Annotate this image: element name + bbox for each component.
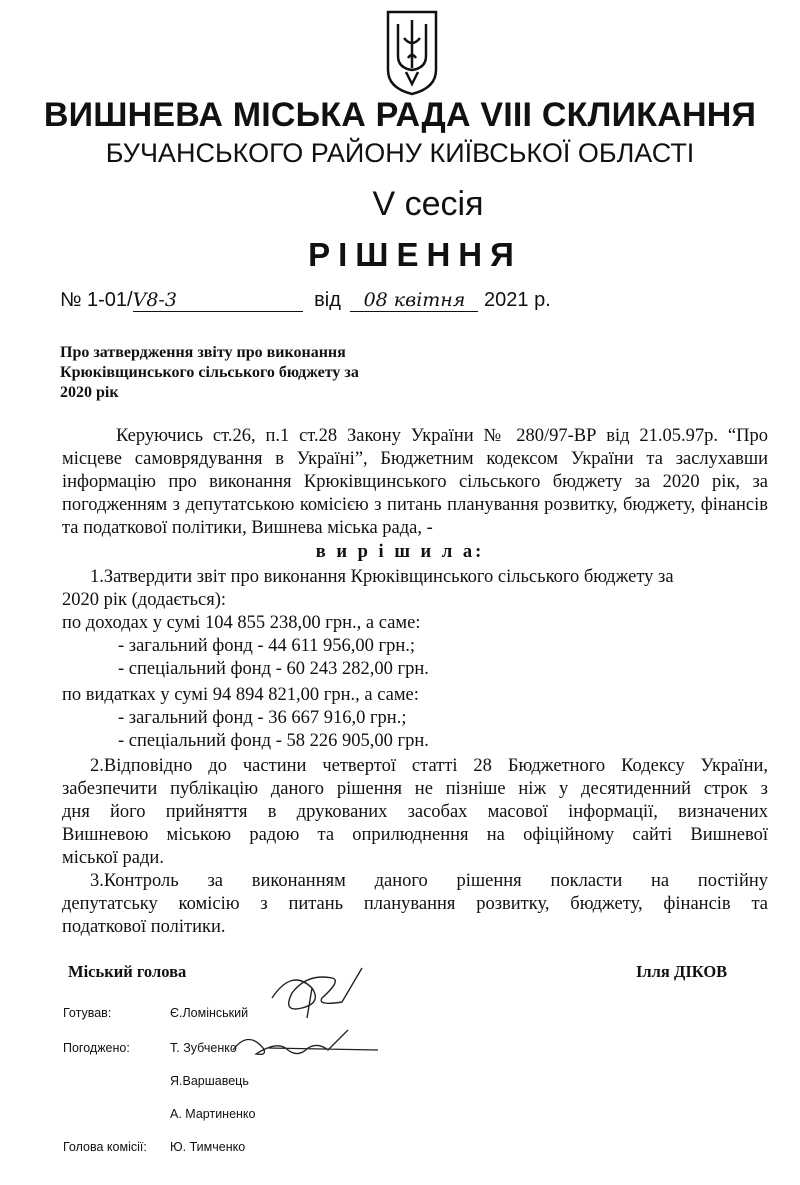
session-label: V сесія bbox=[372, 185, 484, 223]
item-1-line: 2020 рік (додається): bbox=[62, 590, 227, 610]
decision-year: 2021 р. bbox=[484, 289, 551, 311]
prepared-name: Є.Ломінський bbox=[170, 1006, 249, 1020]
subject-line: 2020 рік bbox=[60, 384, 119, 401]
income-total: по доходах у сумі 104 855 238,00 грн., а саме: bbox=[62, 613, 421, 633]
agreed-signature-icon bbox=[228, 1020, 388, 1070]
trident-emblem-icon bbox=[384, 8, 440, 96]
decision-subject bbox=[60, 343, 420, 403]
decision-date-handwritten: 08 квітня bbox=[350, 289, 478, 312]
mayor-label: Міський голова bbox=[68, 962, 187, 981]
resolved-heading: в и р і ш и л а: bbox=[315, 542, 485, 562]
item-3-line: податкової політики. bbox=[62, 917, 226, 937]
council-title: ВИШНЕВА МІСЬКА РАДА VIII СКЛИКАННЯ bbox=[43, 96, 757, 134]
mayor-name: Ілля ДІКОВ bbox=[636, 962, 728, 981]
subject-line: Про затвердження звіту про виконання bbox=[60, 344, 346, 361]
agreed-name: Я.Варшавець bbox=[170, 1074, 249, 1088]
preamble-paragraph: Керуючись ст.26, п.1 ст.28 Закону України № 280/97-ВР від 21.05.97р. “Про місцеве самоврядування в Україні”, Бюджетним кодексом України та заслухавши інформацію про виконання Крюківщинського сільського бюджету за 2020 рік, за погодженням з депутатською комісією з питань планування розвитку, бюджету, фінансів та податкової політики, Вишнева міська рада, - bbox=[62, 426, 768, 538]
council-district: БУЧАНСЬКОГО РАЙОНУ КИЇВСЬКОЇ ОБЛАСТІ bbox=[105, 138, 695, 168]
item-2-line: дня його прийняття в друкованих засобах масової інформації, визначених bbox=[62, 802, 768, 822]
decision-number-line bbox=[60, 289, 760, 319]
income-general-fund: - загальний фонд - 44 611 956,00 грн.; bbox=[118, 636, 416, 656]
agreed-name: Т. Зубченко bbox=[170, 1041, 237, 1055]
item-2-line: міської ради. bbox=[62, 848, 164, 868]
decision-number-handwritten: V8-3 bbox=[133, 289, 303, 312]
subject-line: Крюківщинського сільського бюджету за bbox=[60, 364, 359, 381]
agreed-name: А. Мартиненко bbox=[170, 1107, 256, 1121]
item-3-line: 3.Контроль за виконанням даного рішення покласти на постійну bbox=[90, 871, 768, 891]
income-special-fund: - спеціальний фонд - 60 243 282,00 грн. bbox=[118, 659, 429, 679]
date-from-label: від bbox=[314, 289, 341, 311]
decision-title: РІШЕННЯ bbox=[308, 236, 522, 273]
commission-label: Голова комісії: bbox=[63, 1140, 147, 1154]
item-2-line: 2.Відповідно до частини четвертої статті 28 Бюджетного Кодексу України, bbox=[90, 756, 768, 776]
expense-general-fund: - загальний фонд - 36 667 916,0 грн.; bbox=[118, 708, 407, 728]
prepared-label: Готував: bbox=[63, 1006, 112, 1020]
commission-name: Ю. Тимченко bbox=[170, 1140, 246, 1154]
item-3-line: депутатську комісію з питань планування розвитку, бюджету, фінансів та bbox=[62, 894, 768, 914]
item-2-line: Вишневою міською радою та оприлюднення на офіційному сайті Вишневої bbox=[62, 825, 768, 845]
number-prefix: № 1-01/ bbox=[60, 289, 133, 311]
agreed-label: Погоджено: bbox=[63, 1041, 130, 1055]
item-1-line: 1.Затвердити звіт про виконання Крюківщинського сільського бюджету за bbox=[90, 567, 674, 587]
expense-special-fund: - спеціальний фонд - 58 226 905,00 грн. bbox=[118, 731, 429, 751]
expense-total: по видатках у сумі 94 894 821,00 грн., а саме: bbox=[62, 685, 419, 705]
item-2-line: забезпечити публікацію даного рішення не пізніше ніж у десятиденний строк з bbox=[62, 779, 768, 799]
